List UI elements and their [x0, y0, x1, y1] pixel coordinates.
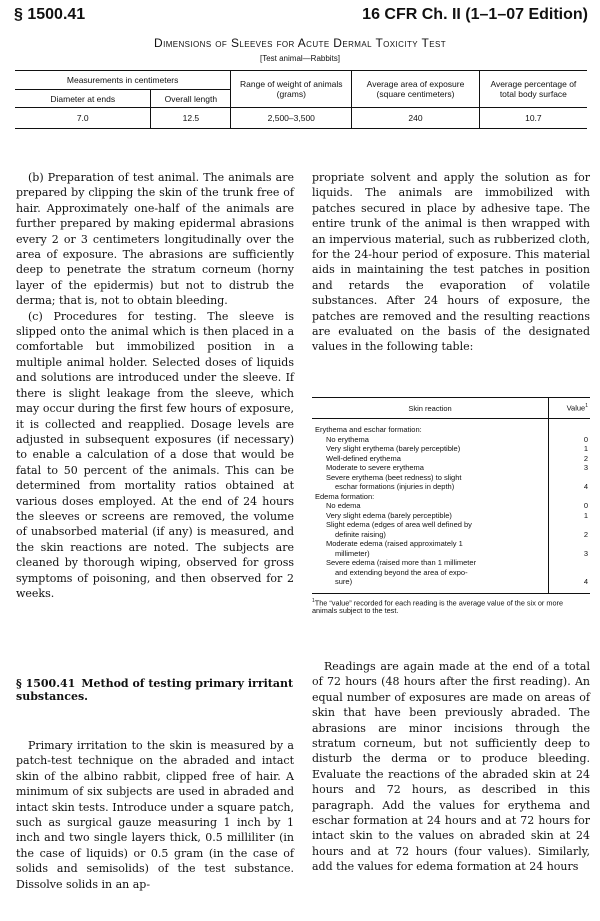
table-row	[15, 108, 587, 129]
skin-table-footnote	[312, 597, 590, 616]
group-edema: Edema formation:	[315, 491, 375, 501]
row-label	[312, 520, 549, 539]
row-label-line: eschar formations (injuries in depth)	[335, 482, 455, 491]
dimensions-table-title: Dimensions of Sleeves for Acute Dermal Toxicity Test	[154, 36, 446, 50]
section-title: Method of testing primary irritant substances.	[16, 677, 294, 703]
paragraph-primary-irritation: Primary irritation to the skin is measured by a patch-test technique on the abraded and intact skin of the albino rabbit, clipped free of hair. A minimum of six subjects are used in abraded and intact skin tests. Introduce under a square patch, such as surgical gauze measuring 1 inch by 1 inch and two single layers thick, 0.5 milliliter (in the case of liquids) or 0.5 gram (in the case of solids and semisolids) of the test substance. Dissolve solids in an ap-	[16, 739, 294, 891]
col-skin-reaction: Skin reaction	[312, 398, 549, 419]
paragraph-b: (b) Preparation of test animal. The animals are prepared by clipping the skin of the trunk free of hair. Approximately one-half of the animals are further prepared by making epidermal abrasions every 2 or 3 centimeters longitudinally over the area of exposure. The abrasions are sufficiently deep to penetrate the stratum corneum (horny layer of the epidermis) but not to distrub the derma; that is, not to obtain bleeding.	[16, 171, 294, 308]
measurements-group-header: Measurements in centimeters	[15, 71, 231, 90]
table-row	[312, 558, 590, 587]
footnote-mark: 1	[312, 597, 315, 604]
row-label-line: Slight edema (edges of area well defined by	[326, 520, 472, 529]
row-label-line: definite raising)	[335, 529, 386, 539]
table-row	[312, 435, 590, 445]
row-label	[312, 558, 549, 587]
table-row	[312, 501, 590, 511]
table-row	[312, 511, 590, 521]
cfr-citation-header: 16 CFR Ch. II (1–1–07 Edition)	[362, 6, 588, 23]
row-label: Very slight erythema (barely perceptible)	[326, 444, 461, 453]
row-label	[312, 539, 549, 558]
skin-reaction-table-block	[312, 397, 590, 616]
group-erythema: Erythema and eschar formation:	[315, 425, 422, 434]
col-diameter: Diameter at ends	[15, 90, 151, 108]
row-value: 0	[549, 435, 591, 445]
footnote-mark: 1	[585, 403, 588, 410]
cell-percentage: 10.7	[479, 108, 587, 129]
skin-reaction-table	[312, 397, 590, 594]
row-value: 1	[549, 511, 591, 521]
table-row	[312, 463, 590, 473]
row-label: Very slight edema (barely perceptible)	[326, 510, 452, 520]
cell-weight: 2,500–3,500	[231, 108, 352, 129]
row-value: 2	[549, 520, 591, 539]
cell-length: 12.5	[151, 108, 231, 129]
table-row	[312, 454, 590, 464]
dimensions-table	[15, 70, 587, 129]
col-body-surface: Average percentage of total body surface	[479, 71, 587, 108]
row-label-line: Severe erythema (beet redness) to slight	[326, 472, 462, 482]
paragraph-continuation: propriate solvent and apply the solution as for liquids. The animals are immobilized with patches secured in place by adhesive tape. The entire trunk of the animal is then wrapped with an impervious material, such as rubberized cloth, for the 24-hour period of exposure. This material aids in maintaining the test patches in position and retards the evaporation of volatile substances. After 24 hours of exposure, the patches are removed and the resulting reactions are evaluated on the basis of the designated values in the following table:	[312, 171, 590, 354]
row-value: 3	[549, 463, 591, 473]
col-exposure-area: Average area of exposure (square centimeters)	[352, 71, 479, 108]
row-label-line: millimeter)	[335, 548, 370, 558]
col-overall-length: Overall length	[151, 90, 231, 108]
row-label: No edema	[326, 501, 361, 510]
footnote-text: The “value” recorded for each reading is the average value of the six or more animals subject to the test.	[312, 597, 564, 616]
row-label: Moderate to severe erythema	[326, 463, 424, 472]
col-value	[549, 398, 591, 419]
col-weight-range: Range of weight of animals (grams)	[231, 71, 352, 108]
row-value: 1	[549, 444, 591, 454]
dimensions-table-subtitle: [Test animal—Rabbits]	[259, 54, 341, 63]
col-value-label: Value	[566, 403, 586, 413]
row-label	[312, 473, 549, 492]
cell-area: 240	[352, 108, 479, 129]
row-value: 4	[549, 558, 591, 587]
right-column-lower	[312, 659, 590, 875]
row-value: 0	[549, 501, 591, 511]
table-row	[312, 520, 590, 539]
paragraph-readings: Readings are again made at the end of a total of 72 hours (48 hours after the first reading). An equal number of exposures are made on areas of skin that have been previously abraded. The abrasions are minor incisions through the stratum corneum, but not sufficiently deep to disturb the derma or to produce bleeding. Evaluate the reactions of the abraded skin at 24 hours and 72 hours, as described in this paragraph. Add the values for erythema and eschar formation at 24 hours and at 72 hours for intact skin to the values on abraded skin at 24 hours and at 72 hours (four values). Similarly, add the values for edema formation at 24 hours	[312, 660, 590, 874]
table-row	[312, 473, 590, 492]
section-header: § 1500.41	[14, 6, 86, 23]
row-label-line: Moderate edema (raised approximately 1	[326, 539, 463, 548]
right-column	[312, 170, 590, 355]
table-row	[312, 539, 590, 558]
row-value: 3	[549, 539, 591, 558]
row-label: No erythema	[326, 434, 369, 444]
section-heading	[16, 677, 296, 703]
row-label-line: Severe edema (raised more than 1 millimeter	[326, 558, 477, 567]
left-column	[16, 170, 294, 601]
row-label-line: and extending beyond the area of expo-	[335, 567, 468, 577]
table-row	[312, 444, 590, 454]
left-column-lower	[16, 738, 294, 892]
paragraph-c: (c) Procedures for testing. The sleeve is slipped onto the animal which is then placed in a comfortable but immobilized position in a multiple animal holder. Selected doses of liquids and solutions are introduced under the sleeve. If there is slight leakage from the sleeve, which may occur during the first few hours of exposure, it is collected and reapplied. Dosage levels are adjusted in subsequent exposures (if necessary) to enable a calculation of a dose that would be fatal to 50 percent of the animals. This can be determined from mortality ratios obtained at various doses employed. At the end of 24 hours the sleeves or screens are removed, the volume of unabsorbed material (if any) is measured, and the skin reactions are noted. The subjects are cleaned by thorough wiping, observed for gross symptoms of poisoning, and then observed for 2 weeks.	[16, 309, 294, 600]
cell-diameter: 7.0	[15, 108, 151, 129]
row-label: Well-defined erythema	[326, 453, 401, 463]
row-label-line: sure)	[335, 577, 353, 586]
section-number: § 1500.41	[16, 677, 76, 690]
row-value: 2	[549, 454, 591, 464]
row-value: 4	[549, 473, 591, 492]
